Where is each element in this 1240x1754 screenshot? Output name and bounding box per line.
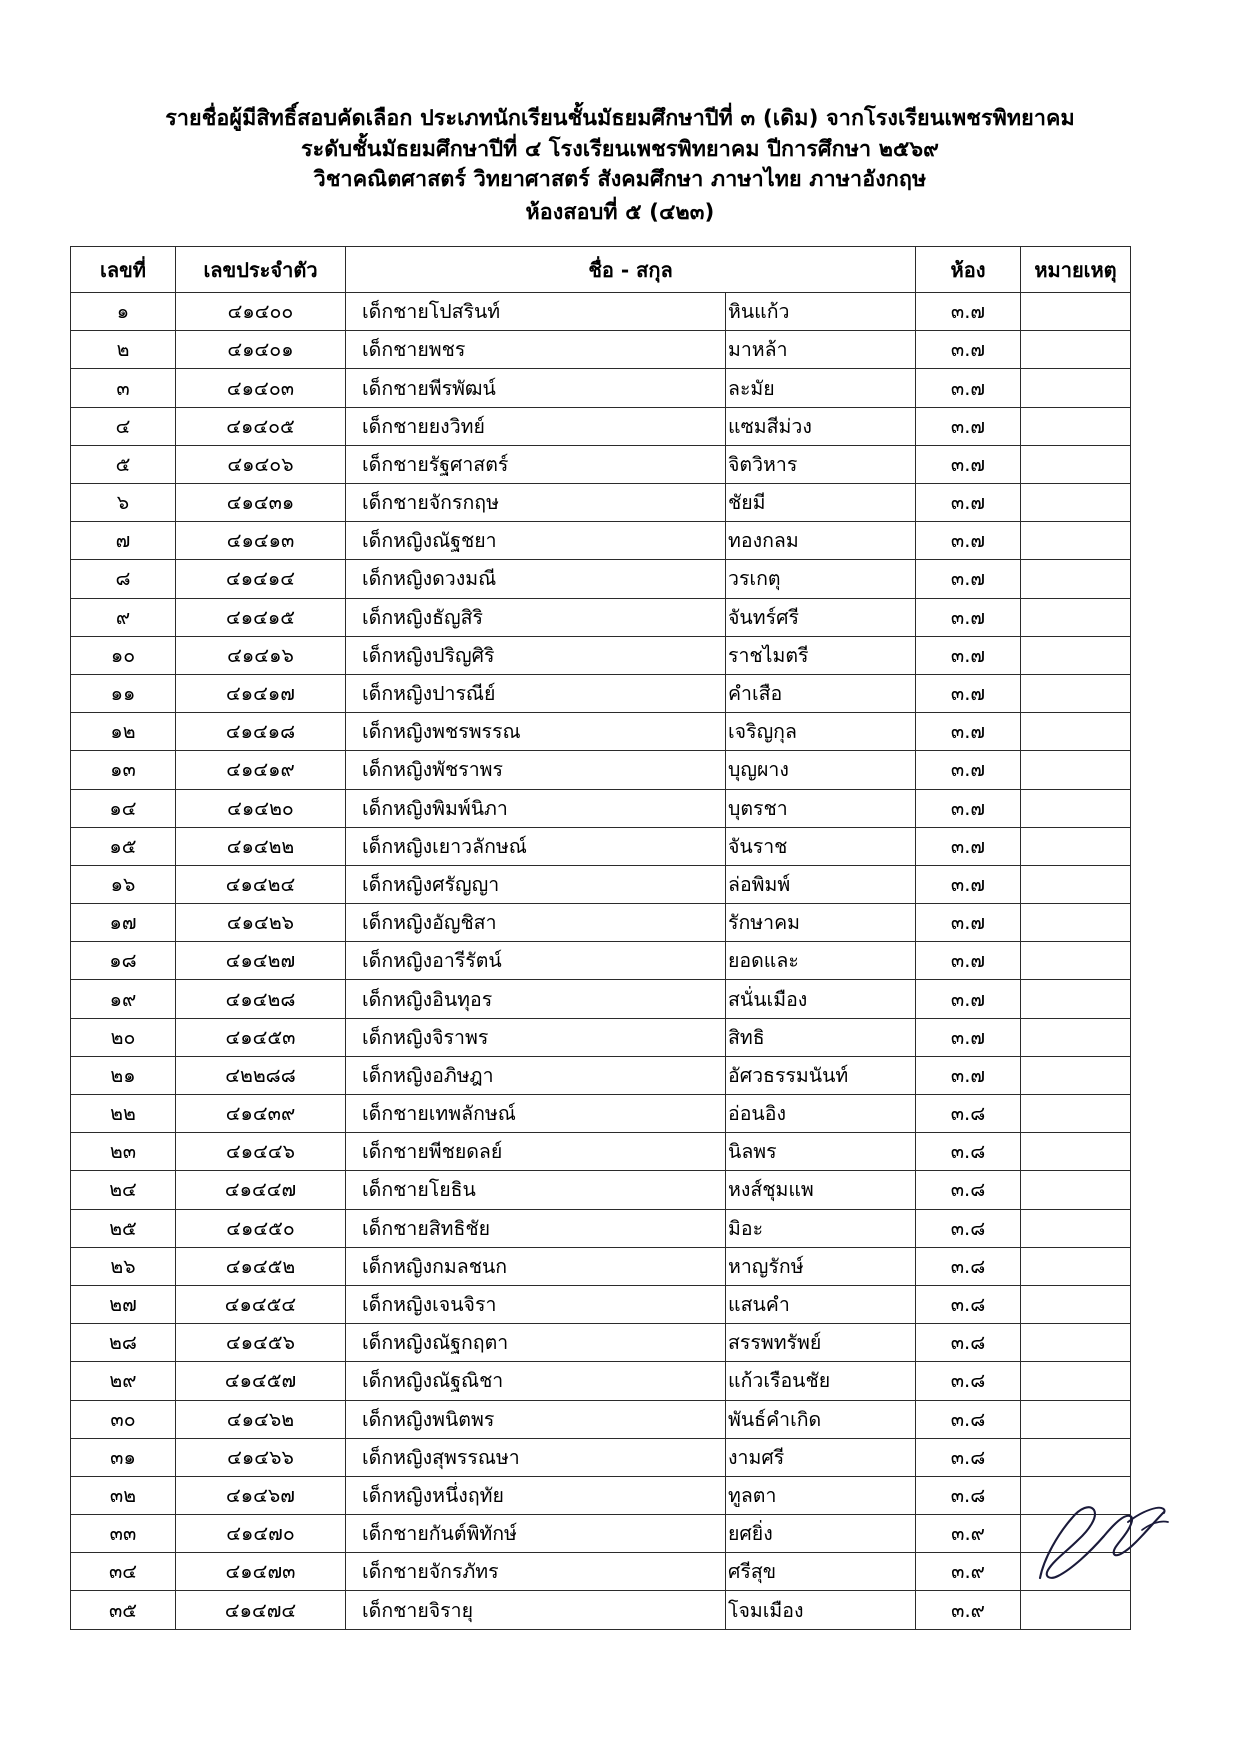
table-row — [71, 445, 1131, 483]
cell-given-name: เด็กชายเทพลักษณ์ — [346, 1095, 726, 1133]
cell-given-name: เด็กหญิงอารีรัตน์ — [346, 942, 726, 980]
cell-no: ๖ — [71, 484, 176, 522]
cell-given-name: เด็กหญิงพนิตพร — [346, 1400, 726, 1438]
cell-given-name: เด็กหญิงสุพรรณษา — [346, 1438, 726, 1476]
cell-student-id: ๔๑๔๓๙ — [176, 1095, 346, 1133]
table-row — [71, 636, 1131, 674]
cell-no: ๓ — [71, 369, 176, 407]
cell-student-id: ๔๑๔๕๗ — [176, 1362, 346, 1400]
cell-room: ๓.๗ — [916, 942, 1021, 980]
cell-remark — [1021, 522, 1131, 560]
heading-line-1: รายชื่อผู้มีสิทธิ์สอบคัดเลือก ประเภทนักเรียนชั้นมัธยมศึกษาปีที่ ๓ (เดิม) จากโรงเรียนเพชรพิทยาคม — [165, 106, 1075, 131]
cell-given-name: เด็กหญิงดวงมณี — [346, 560, 726, 598]
cell-no: ๒๖ — [71, 1247, 176, 1285]
cell-remark — [1021, 1591, 1131, 1629]
cell-student-id: ๔๑๔๕๐ — [176, 1209, 346, 1247]
cell-remark — [1021, 369, 1131, 407]
column-header-name: ชื่อ - สกุล — [346, 247, 916, 293]
table-header-row — [71, 247, 1131, 293]
cell-no: ๒๔ — [71, 1171, 176, 1209]
cell-student-id: ๔๑๔๗๓ — [176, 1553, 346, 1591]
cell-surname: จันราช — [726, 827, 916, 865]
table-row — [71, 942, 1131, 980]
table-header — [71, 247, 1131, 293]
cell-room: ๓.๘ — [916, 1362, 1021, 1400]
cell-room: ๓.๘ — [916, 1438, 1021, 1476]
cell-student-id: ๔๑๔๐๐ — [176, 293, 346, 331]
table-row — [71, 1553, 1131, 1591]
cell-no: ๒๒ — [71, 1095, 176, 1133]
exam-room-line: ห้องสอบที่ ๕ (๔๒๓) — [525, 199, 715, 225]
table-row — [71, 522, 1131, 560]
cell-remark — [1021, 1324, 1131, 1362]
cell-remark — [1021, 407, 1131, 445]
cell-given-name: เด็กชายยงวิทย์ — [346, 407, 726, 445]
cell-no: ๓๐ — [71, 1400, 176, 1438]
cell-remark — [1021, 1209, 1131, 1247]
cell-no: ๒๐ — [71, 1018, 176, 1056]
cell-surname: ชัยมี — [726, 484, 916, 522]
table-row — [71, 598, 1131, 636]
cell-given-name: เด็กชายรัฐศาสตร์ — [346, 445, 726, 483]
cell-student-id: ๔๑๔๕๔ — [176, 1285, 346, 1323]
cell-student-id: ๔๑๔๗๔ — [176, 1591, 346, 1629]
cell-room: ๓.๘ — [916, 1095, 1021, 1133]
cell-student-id: ๔๑๔๑๕ — [176, 598, 346, 636]
cell-remark — [1021, 293, 1131, 331]
cell-given-name: เด็กหญิงเยาวลักษณ์ — [346, 827, 726, 865]
cell-student-id: ๔๑๔๑๘ — [176, 713, 346, 751]
cell-room: ๓.๗ — [916, 636, 1021, 674]
heading-line-2: ระดับชั้นมัธยมศึกษาปีที่ ๔ โรงเรียนเพชรพิทยาคม ปีการศึกษา ๒๕๖๙ — [300, 136, 940, 162]
cell-no: ๓๒ — [71, 1476, 176, 1514]
cell-remark — [1021, 789, 1131, 827]
cell-room: ๓.๗ — [916, 751, 1021, 789]
table-row — [71, 369, 1131, 407]
cell-remark — [1021, 713, 1131, 751]
cell-surname: มิอะ — [726, 1209, 916, 1247]
table-row — [71, 904, 1131, 942]
cell-surname: ราชไมตรี — [726, 636, 916, 674]
cell-student-id: ๔๑๔๒๐ — [176, 789, 346, 827]
cell-surname: ละมัย — [726, 369, 916, 407]
cell-room: ๓.๗ — [916, 865, 1021, 903]
cell-room: ๓.๙ — [916, 1553, 1021, 1591]
table-row — [71, 331, 1131, 369]
cell-room: ๓.๗ — [916, 827, 1021, 865]
cell-given-name: เด็กหญิงอินทุอร — [346, 980, 726, 1018]
table-row — [71, 1018, 1131, 1056]
cell-remark — [1021, 751, 1131, 789]
cell-no: ๓๔ — [71, 1553, 176, 1591]
table-row — [71, 674, 1131, 712]
cell-given-name: เด็กหญิงกมลชนก — [346, 1247, 726, 1285]
cell-remark — [1021, 1133, 1131, 1171]
cell-remark — [1021, 1285, 1131, 1323]
table-row — [71, 407, 1131, 445]
cell-room: ๓.๙ — [916, 1591, 1021, 1629]
cell-room: ๓.๗ — [916, 522, 1021, 560]
cell-remark — [1021, 942, 1131, 980]
table-body — [71, 293, 1131, 1630]
cell-given-name: เด็กหญิงอภิษฎา — [346, 1056, 726, 1094]
cell-surname: นิลพร — [726, 1133, 916, 1171]
cell-surname: สนั่นเมือง — [726, 980, 916, 1018]
cell-surname: เจริญกุล — [726, 713, 916, 751]
cell-room: ๓.๘ — [916, 1247, 1021, 1285]
column-header-no: เลขที่ — [71, 247, 176, 293]
cell-no: ๓๓ — [71, 1515, 176, 1553]
cell-student-id: ๔๑๔๑๔ — [176, 560, 346, 598]
cell-room: ๓.๗ — [916, 407, 1021, 445]
cell-surname: สิทธิ — [726, 1018, 916, 1056]
cell-room: ๓.๗ — [916, 1056, 1021, 1094]
cell-given-name: เด็กหญิงณัฐณิชา — [346, 1362, 726, 1400]
cell-surname: จันทร์ศรี — [726, 598, 916, 636]
cell-student-id: ๔๑๔๒๖ — [176, 904, 346, 942]
cell-remark — [1021, 1515, 1131, 1553]
cell-room: ๓.๘ — [916, 1209, 1021, 1247]
cell-student-id: ๔๒๒๘๘ — [176, 1056, 346, 1094]
cell-remark — [1021, 598, 1131, 636]
cell-room: ๓.๗ — [916, 598, 1021, 636]
cell-surname: แสนคำ — [726, 1285, 916, 1323]
cell-no: ๒๙ — [71, 1362, 176, 1400]
table-row — [71, 1476, 1131, 1514]
cell-given-name: เด็กหญิงปริญศิริ — [346, 636, 726, 674]
cell-no: ๒๗ — [71, 1285, 176, 1323]
cell-surname: พันธ์คำเกิด — [726, 1400, 916, 1438]
cell-room: ๓.๘ — [916, 1476, 1021, 1514]
cell-no: ๑๑ — [71, 674, 176, 712]
cell-no: ๑๓ — [71, 751, 176, 789]
cell-remark — [1021, 331, 1131, 369]
cell-surname: งามศรี — [726, 1438, 916, 1476]
cell-student-id: ๔๑๔๖๗ — [176, 1476, 346, 1514]
cell-student-id: ๔๑๔๖๖ — [176, 1438, 346, 1476]
cell-remark — [1021, 827, 1131, 865]
table-row — [71, 789, 1131, 827]
cell-no: ๑๐ — [71, 636, 176, 674]
cell-remark — [1021, 1247, 1131, 1285]
cell-no: ๒๘ — [71, 1324, 176, 1362]
cell-room: ๓.๙ — [916, 1515, 1021, 1553]
cell-given-name: เด็กหญิงธัญสิริ — [346, 598, 726, 636]
cell-surname: คำเสือ — [726, 674, 916, 712]
table-row — [71, 1400, 1131, 1438]
cell-student-id: ๔๑๔๕๒ — [176, 1247, 346, 1285]
cell-remark — [1021, 674, 1131, 712]
cell-surname: หาญรักษ์ — [726, 1247, 916, 1285]
cell-student-id: ๔๑๔๑๙ — [176, 751, 346, 789]
cell-remark — [1021, 1400, 1131, 1438]
cell-no: ๔ — [71, 407, 176, 445]
cell-remark — [1021, 865, 1131, 903]
cell-student-id: ๔๑๔๕๓ — [176, 1018, 346, 1056]
cell-remark — [1021, 1476, 1131, 1514]
cell-given-name: เด็กหญิงณัฐกฤตา — [346, 1324, 726, 1362]
candidate-roster-table — [70, 246, 1131, 1630]
table-row — [71, 713, 1131, 751]
cell-room: ๓.๗ — [916, 713, 1021, 751]
cell-given-name: เด็กชายจักรภัทร — [346, 1553, 726, 1591]
cell-surname: ทูลตา — [726, 1476, 916, 1514]
cell-given-name: เด็กชายสิทธิชัย — [346, 1209, 726, 1247]
cell-no: ๕ — [71, 445, 176, 483]
cell-student-id: ๔๑๔๒๘ — [176, 980, 346, 1018]
document-heading — [70, 104, 1170, 228]
cell-given-name: เด็กชายกันต์พิทักษ์ — [346, 1515, 726, 1553]
cell-student-id: ๔๑๔๔๗ — [176, 1171, 346, 1209]
cell-surname: อ่อนอิง — [726, 1095, 916, 1133]
table-row — [71, 1285, 1131, 1323]
table-row — [71, 1362, 1131, 1400]
cell-surname: ศรีสุข — [726, 1553, 916, 1591]
cell-given-name: เด็กชายจักรกฤษ — [346, 484, 726, 522]
table-row — [71, 1056, 1131, 1094]
cell-room: ๓.๗ — [916, 293, 1021, 331]
cell-surname: หินแก้ว — [726, 293, 916, 331]
cell-given-name: เด็กหญิงอัญชิสา — [346, 904, 726, 942]
cell-no: ๒๓ — [71, 1133, 176, 1171]
cell-remark — [1021, 1362, 1131, 1400]
cell-surname: แก้วเรือนชัย — [726, 1362, 916, 1400]
cell-student-id: ๔๑๔๕๖ — [176, 1324, 346, 1362]
table-row — [71, 1247, 1131, 1285]
table-row — [71, 560, 1131, 598]
cell-room: ๓.๘ — [916, 1133, 1021, 1171]
cell-surname: อัศวธรรมนันท์ — [726, 1056, 916, 1094]
table-row — [71, 1515, 1131, 1553]
cell-surname: โจมเมือง — [726, 1591, 916, 1629]
cell-surname: ยอดและ — [726, 942, 916, 980]
cell-remark — [1021, 904, 1131, 942]
cell-student-id: ๔๑๔๐๖ — [176, 445, 346, 483]
cell-surname: รักษาคม — [726, 904, 916, 942]
cell-given-name: เด็กหญิงพชรพรรณ — [346, 713, 726, 751]
cell-given-name: เด็กชายพีชยดลย์ — [346, 1133, 726, 1171]
cell-given-name: เด็กชายจิรายุ — [346, 1591, 726, 1629]
table-row — [71, 980, 1131, 1018]
cell-student-id: ๔๑๔๔๖ — [176, 1133, 346, 1171]
cell-room: ๓.๗ — [916, 1018, 1021, 1056]
cell-student-id: ๔๑๔๓๑ — [176, 484, 346, 522]
table-row — [71, 1209, 1131, 1247]
cell-room: ๓.๗ — [916, 331, 1021, 369]
cell-no: ๙ — [71, 598, 176, 636]
table-row — [71, 1591, 1131, 1629]
cell-surname: ทองกลม — [726, 522, 916, 560]
cell-surname: มาหล้า — [726, 331, 916, 369]
cell-room: ๓.๗ — [916, 560, 1021, 598]
cell-surname: สรรพทรัพย์ — [726, 1324, 916, 1362]
cell-remark — [1021, 1438, 1131, 1476]
cell-remark — [1021, 445, 1131, 483]
cell-student-id: ๔๑๔๒๗ — [176, 942, 346, 980]
cell-room: ๓.๗ — [916, 369, 1021, 407]
table-row — [71, 827, 1131, 865]
cell-given-name: เด็กหญิงหนึ่งฤทัย — [346, 1476, 726, 1514]
cell-given-name: เด็กชายโปสรินท์ — [346, 293, 726, 331]
cell-room: ๓.๘ — [916, 1400, 1021, 1438]
cell-room: ๓.๘ — [916, 1324, 1021, 1362]
cell-no: ๓๕ — [71, 1591, 176, 1629]
cell-surname: หงส์ชุมแพ — [726, 1171, 916, 1209]
cell-no: ๒ — [71, 331, 176, 369]
cell-remark — [1021, 1018, 1131, 1056]
cell-no: ๑๖ — [71, 865, 176, 903]
cell-remark — [1021, 636, 1131, 674]
cell-room: ๓.๗ — [916, 445, 1021, 483]
cell-given-name: เด็กหญิงพิมพ์นิภา — [346, 789, 726, 827]
cell-given-name: เด็กหญิงปารณีย์ — [346, 674, 726, 712]
column-header-remark: หมายเหตุ — [1021, 247, 1131, 293]
cell-room: ๓.๘ — [916, 1285, 1021, 1323]
cell-student-id: ๔๑๔๑๖ — [176, 636, 346, 674]
cell-room: ๓.๗ — [916, 980, 1021, 1018]
cell-no: ๑๕ — [71, 827, 176, 865]
cell-student-id: ๔๑๔๑๗ — [176, 674, 346, 712]
cell-no: ๑๙ — [71, 980, 176, 1018]
cell-no: ๑๔ — [71, 789, 176, 827]
cell-room: ๓.๗ — [916, 904, 1021, 942]
cell-no: ๘ — [71, 560, 176, 598]
cell-no: ๗ — [71, 522, 176, 560]
cell-student-id: ๔๑๔๗๐ — [176, 1515, 346, 1553]
cell-student-id: ๔๑๔๐๑ — [176, 331, 346, 369]
cell-no: ๑๗ — [71, 904, 176, 942]
cell-student-id: ๔๑๔๑๓ — [176, 522, 346, 560]
table-row — [71, 293, 1131, 331]
cell-no: ๑ — [71, 293, 176, 331]
cell-given-name: เด็กหญิงพัชราพร — [346, 751, 726, 789]
table-row — [71, 751, 1131, 789]
cell-room: ๓.๗ — [916, 789, 1021, 827]
cell-student-id: ๔๑๔๐๓ — [176, 369, 346, 407]
cell-remark — [1021, 980, 1131, 1018]
heading-line-3: วิชาคณิตศาสตร์ วิทยาศาสตร์ สังคมศึกษา ภาษาไทย ภาษาอังกฤษ — [313, 167, 927, 193]
cell-surname: แซมสีม่วง — [726, 407, 916, 445]
cell-surname: บุตรชา — [726, 789, 916, 827]
cell-given-name: เด็กหญิงศรัญญา — [346, 865, 726, 903]
table-row — [71, 1133, 1131, 1171]
cell-no: ๑๒ — [71, 713, 176, 751]
cell-remark — [1021, 560, 1131, 598]
cell-no: ๒๑ — [71, 1056, 176, 1094]
cell-student-id: ๔๑๔๒๔ — [176, 865, 346, 903]
cell-surname: ยศยิ่ง — [726, 1515, 916, 1553]
cell-remark — [1021, 1553, 1131, 1591]
cell-remark — [1021, 484, 1131, 522]
cell-no: ๒๕ — [71, 1209, 176, 1247]
cell-surname: จิตวิหาร — [726, 445, 916, 483]
cell-given-name: เด็กชายพชร — [346, 331, 726, 369]
cell-surname: บุญผาง — [726, 751, 916, 789]
cell-remark — [1021, 1056, 1131, 1094]
cell-no: ๑๘ — [71, 942, 176, 980]
cell-room: ๓.๗ — [916, 484, 1021, 522]
cell-no: ๓๑ — [71, 1438, 176, 1476]
cell-room: ๓.๘ — [916, 1171, 1021, 1209]
table-row — [71, 484, 1131, 522]
cell-surname: ล่อพิมพ์ — [726, 865, 916, 903]
cell-student-id: ๔๑๔๒๒ — [176, 827, 346, 865]
table-row — [71, 1171, 1131, 1209]
table-row — [71, 1095, 1131, 1133]
cell-student-id: ๔๑๔๖๒ — [176, 1400, 346, 1438]
cell-given-name: เด็กหญิงเจนจิรา — [346, 1285, 726, 1323]
cell-given-name: เด็กชายโยธิน — [346, 1171, 726, 1209]
cell-remark — [1021, 1095, 1131, 1133]
cell-remark — [1021, 1171, 1131, 1209]
cell-given-name: เด็กชายพีรพัฒน์ — [346, 369, 726, 407]
cell-given-name: เด็กหญิงจิราพร — [346, 1018, 726, 1056]
cell-given-name: เด็กหญิงณัฐชยา — [346, 522, 726, 560]
column-header-student-id: เลขประจำตัว — [176, 247, 346, 293]
table-row — [71, 865, 1131, 903]
cell-room: ๓.๗ — [916, 674, 1021, 712]
cell-surname: วรเกตุ — [726, 560, 916, 598]
table-row — [71, 1438, 1131, 1476]
table-row — [71, 1324, 1131, 1362]
column-header-room: ห้อง — [916, 247, 1021, 293]
cell-student-id: ๔๑๔๐๕ — [176, 407, 346, 445]
